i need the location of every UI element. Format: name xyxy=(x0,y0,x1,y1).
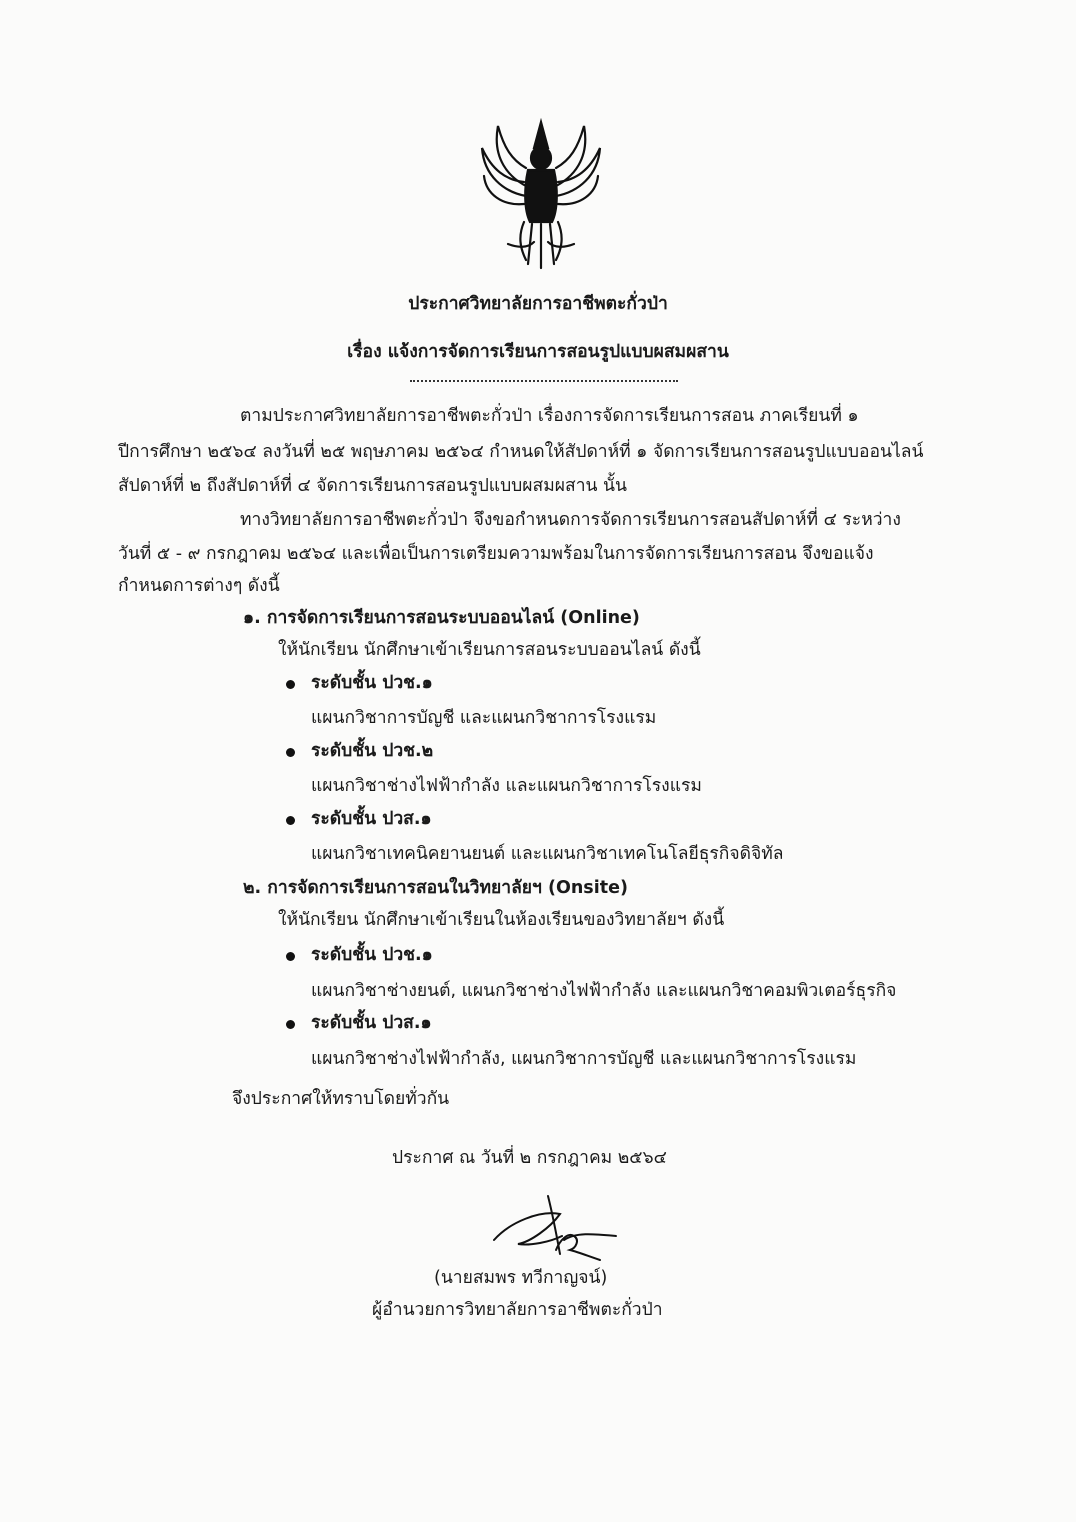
section2-item1-detail: แผนกวิชาช่างยนต์, แผนกวิชาช่างไฟฟ้ากำลัง และแผนกวิชาคอมพิวเตอร์ธุรกิจ xyxy=(311,981,897,1001)
section1-item2-detail: แผนกวิชาช่างไฟฟ้ากำลัง และแผนกวิชาการโรงแรม xyxy=(311,776,702,796)
divider xyxy=(410,378,678,382)
paragraph2-line2: วันที่ ๕ - ๙ กรกฎาคม ๒๕๖๔ และเพื่อเป็นการเตรียมความพร้อมในการจัดการเรียนการสอน จึงขอแจ้ง xyxy=(118,544,874,564)
section1-item3-detail: แผนกวิชาเทคนิคยานยนต์ และแผนกวิชาเทคโนโลยีธุรกิจดิจิทัล xyxy=(311,844,784,864)
bullet-icon xyxy=(286,1020,295,1029)
section1-item1-detail: แผนกวิชาการบัญชี และแผนกวิชาการโรงแรม xyxy=(311,708,657,728)
bullet-icon xyxy=(286,748,295,757)
date-line: ประกาศ ณ วันที่ ๒ กรกฎาคม ๒๕๖๔ xyxy=(392,1148,667,1168)
section2-intro: ให้นักเรียน นักศึกษาเข้าเรียนในห้องเรียนของวิทยาลัยฯ ดังนี้ xyxy=(278,910,725,930)
subject-line: เรื่อง แจ้งการจัดการเรียนการสอนรูปแบบผสมผสาน xyxy=(347,342,729,362)
section2-item2-level: ระดับชั้น ปวส.๑ xyxy=(311,1013,432,1033)
section1-item1-level: ระดับชั้น ปวช.๑ xyxy=(311,673,433,693)
paragraph1-line3: สัปดาห์ที่ ๒ ถึงสัปดาห์ที่ ๔ จัดการเรียนการสอนรูปแบบผสมผสาน นั้น xyxy=(118,476,627,496)
page-title: ประกาศวิทยาลัยการอาชีพตะกั่วป่า xyxy=(408,294,668,314)
section2-heading: ๒. การจัดการเรียนการสอนในวิทยาลัยฯ (Onsite) xyxy=(243,878,628,898)
paragraph2-line3: กำหนดการต่างๆ ดังนี้ xyxy=(118,576,280,596)
section1-item2-level: ระดับชั้น ปวช.๒ xyxy=(311,741,434,761)
closing-text: จึงประกาศให้ทราบโดยทั่วกัน xyxy=(232,1089,450,1109)
signer-position: ผู้อำนวยการวิทยาลัยการอาชีพตะกั่วป่า xyxy=(372,1300,663,1320)
section2-item1-level: ระดับชั้น ปวช.๑ xyxy=(311,945,433,965)
handwritten-signature xyxy=(490,1192,620,1268)
section1-item3-level: ระดับชั้น ปวส.๑ xyxy=(311,809,432,829)
paragraph2-line1: ทางวิทยาลัยการอาชีพตะกั่วป่า จึงขอกำหนดการจัดการเรียนการสอนสัปดาห์ที่ ๔ ระหว่าง xyxy=(240,510,901,530)
garuda-emblem-icon xyxy=(478,118,604,270)
paragraph1-line2: ปีการศึกษา ๒๕๖๔ ลงวันที่ ๒๕ พฤษภาคม ๒๕๖๔ กำหนดให้สัปดาห์ที่ ๑ จัดการเรียนการสอนรูปแบบออนไลน์ xyxy=(118,442,924,462)
bullet-icon xyxy=(286,680,295,689)
signer-name: (นายสมพร ทวีกาญจน์) xyxy=(434,1268,608,1288)
section2-item2-detail: แผนกวิชาช่างไฟฟ้ากำลัง, แผนกวิชาการบัญชี และแผนกวิชาการโรงแรม xyxy=(311,1049,857,1069)
section1-intro: ให้นักเรียน นักศึกษาเข้าเรียนการสอนระบบออนไลน์ ดังนี้ xyxy=(278,640,701,660)
bullet-icon xyxy=(286,816,295,825)
section1-heading: ๑. การจัดการเรียนการสอนระบบออนไลน์ (Online) xyxy=(243,608,640,628)
paragraph1-line1: ตามประกาศวิทยาลัยการอาชีพตะกั่วป่า เรื่องการจัดการเรียนการสอน ภาคเรียนที่ ๑ xyxy=(240,406,859,426)
bullet-icon xyxy=(286,952,295,961)
